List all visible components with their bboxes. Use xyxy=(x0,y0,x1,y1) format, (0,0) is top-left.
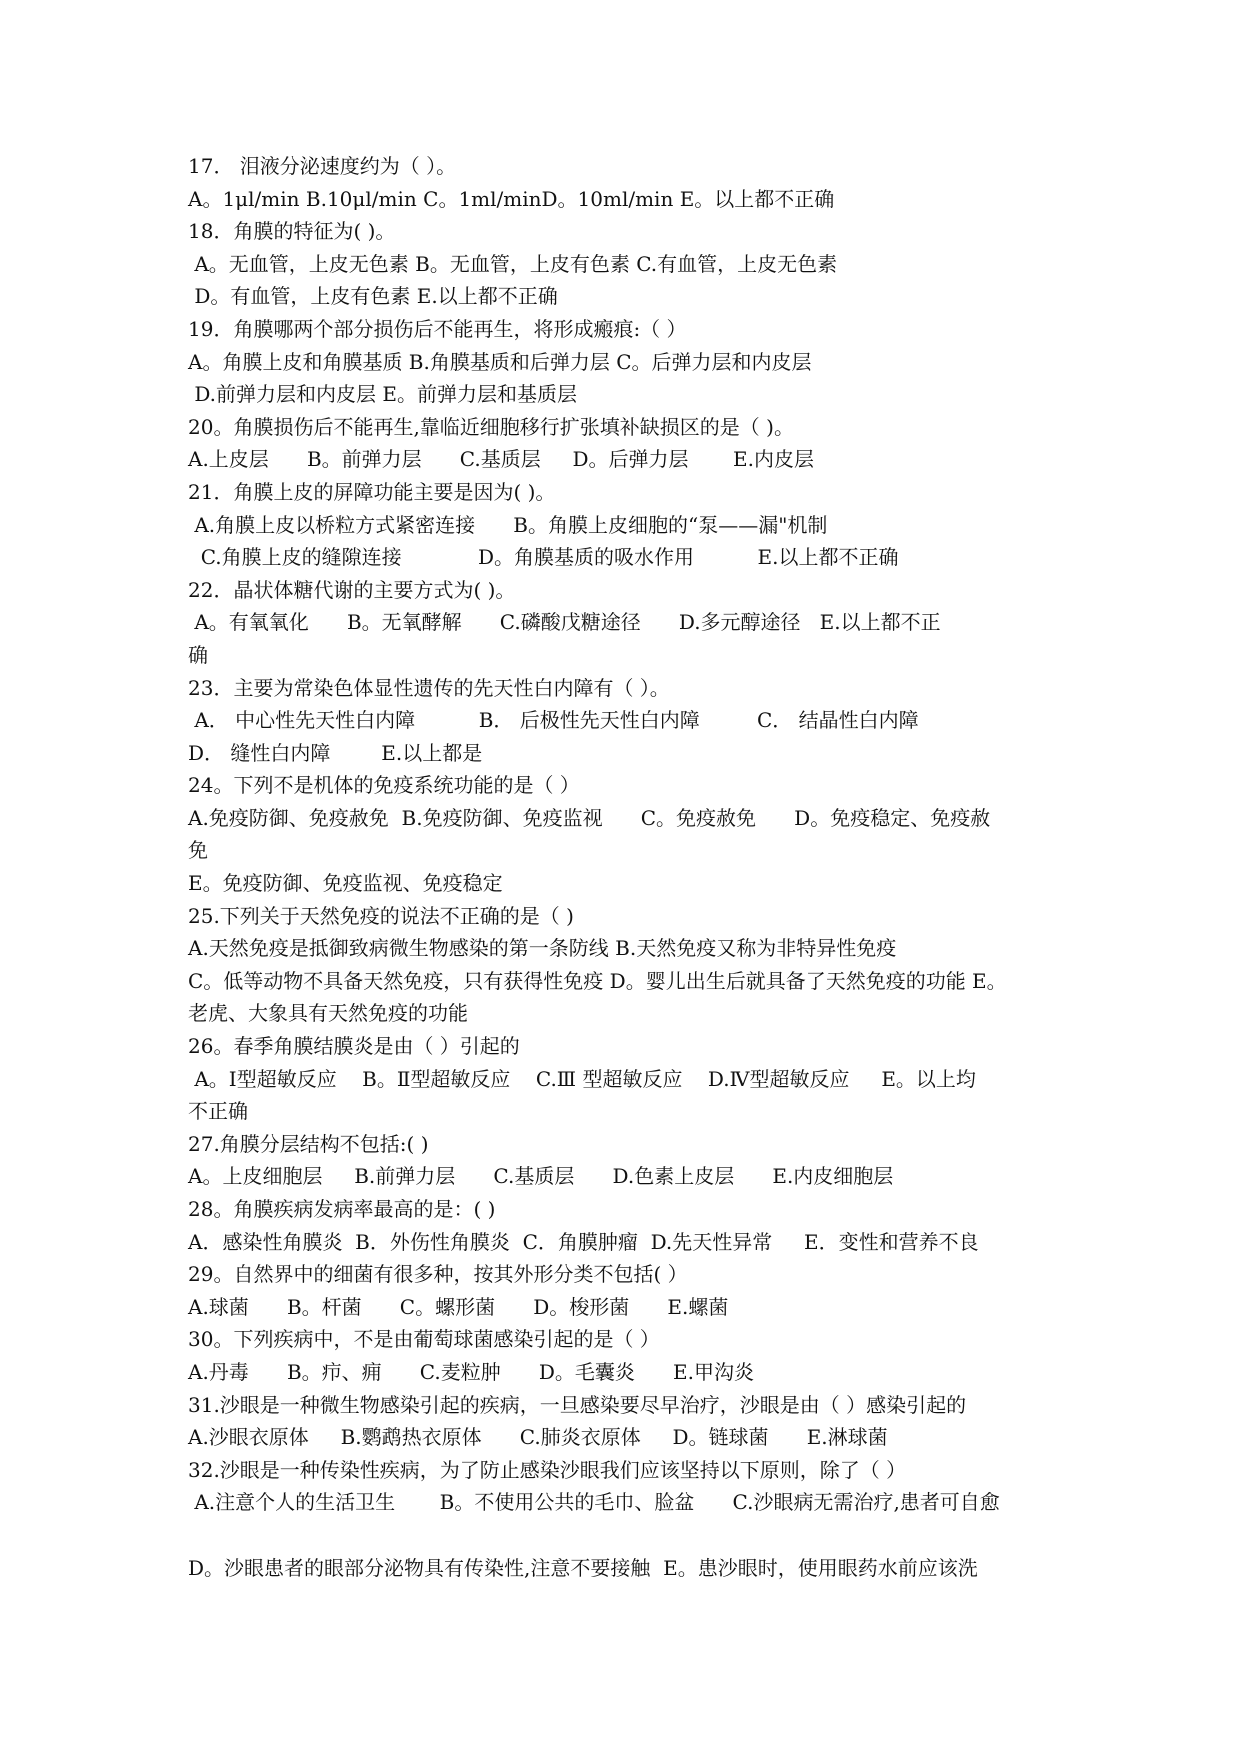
question-text-block xyxy=(188,150,1068,1584)
question-27: 27.角膜分层结构不包括:( ) xyxy=(188,1131,429,1156)
question-20: 20。角膜损伤后不能再生,靠临近细胞移行扩张填补缺损区的是（ )。 xyxy=(188,414,794,439)
question-18: 18．角膜的特征为( )。 xyxy=(188,219,396,244)
question-29-options: A.球菌 B。杆菌 C。螺形菌 D。梭形菌 E.螺菌 xyxy=(188,1294,729,1319)
question-25-options-3: 老虎、大象具有天然免疫的功能 xyxy=(188,1001,468,1026)
question-19: 19．角膜哪两个部分损伤后不能再生，将形成瘢痕:（ ） xyxy=(188,316,687,341)
question-26-options-2: 不正确 xyxy=(188,1099,248,1124)
question-23-options-1: A． 中心性先天性白内障 B． 后极性先天性白内障 C． 结晶性白内障 xyxy=(188,708,919,733)
question-25-options-2: C。低等动物不具备天然免疫，只有获得性免疫 D。婴儿出生后就具备了天然免疫的功能 E。 xyxy=(188,968,1007,993)
question-22-options-1: A。有氧氧化 B。无氧酵解 C.磷酸戊糖途径 D.多元醇途径 E.以上都不正 xyxy=(188,610,941,635)
question-31: 31.沙眼是一种微生物感染引起的疾病，一旦感染要尽早治疗，沙眼是由（ ）感染引起的 xyxy=(188,1392,967,1417)
question-26-options-1: A。Ⅰ型超敏反应 B。Ⅱ型超敏反应 C.Ⅲ 型超敏反应 D.Ⅳ型超敏反应 E。以上均 xyxy=(188,1066,976,1091)
question-32-options-2: D。沙眼患者的眼部分泌物具有传染性,注意不要接触 E。患沙眼时，使用眼药水前应该洗 xyxy=(188,1555,978,1580)
question-32-options-1: A.注意个人的生活卫生 B。不使用公共的毛巾、脸盆 C.沙眼病无需治疗,患者可自愈 xyxy=(188,1490,1000,1515)
question-25: 25.下列关于天然免疫的说法不正确的是（ ) xyxy=(188,903,574,928)
question-21-options-2: C.角膜上皮的缝隙连接 D。角膜基质的吸水作用 E.以上都不正确 xyxy=(188,545,899,570)
question-19-options-2: D.前弹力层和内皮层 E。前弹力层和基质层 xyxy=(188,382,577,407)
question-18-options-1: A。无血管，上皮无色素 B。无血管，上皮有色素 C.有血管，上皮无色素 xyxy=(188,251,838,276)
question-21: 21．角膜上皮的屏障功能主要是因为( )。 xyxy=(188,479,556,504)
question-17-options: A。1μl/min B.10μl/min C。1ml/minD。10ml/min E。以上都不正确 xyxy=(188,186,835,211)
question-24-options-1: A.免疫防御、免疫赦免 B.免疫防御、免疫监视 C。免疫赦免 D。免疫稳定、免疫赦 xyxy=(188,805,991,830)
question-21-options-1: A.角膜上皮以桥粒方式紧密连接 B。角膜上皮细胞的“泵——漏"机制 xyxy=(188,512,828,537)
question-22: 22．晶状体糖代谢的主要方式为( )。 xyxy=(188,577,516,602)
question-17: 17． 泪液分泌速度约为（ ）。 xyxy=(188,154,457,178)
question-28-options: A．感染性角膜炎 B．外伤性角膜炎 C．角膜肿瘤 D.先天性异常 E．变性和营养不良 xyxy=(188,1229,979,1254)
question-19-options-1: A。角膜上皮和角膜基质 B.角膜基质和后弹力层 C。后弹力层和内皮层 xyxy=(188,349,812,374)
question-26: 26。春季角膜结膜炎是由（ ）引起的 xyxy=(188,1034,520,1059)
question-18-options-2: D。有血管，上皮有色素 E.以上都不正确 xyxy=(188,284,558,309)
question-22-options-2: 确 xyxy=(188,642,208,667)
question-20-options: A.上皮层 B。前弹力层 C.基质层 D。后弹力层 E.内皮层 xyxy=(188,447,815,472)
question-25-options-1: A.天然免疫是抵御致病微生物感染的第一条防线 B.天然免疫又称为非特异性免疫 xyxy=(188,936,897,961)
question-24: 24。下列不是机体的免疫系统功能的是（ ） xyxy=(188,773,580,798)
question-24-options-2: 免 xyxy=(188,838,208,863)
question-29: 29。自然界中的细菌有很多种，按其外形分类不包括( ） xyxy=(188,1262,688,1287)
question-28: 28。角膜疾病发病率最高的是：( ) xyxy=(188,1197,496,1221)
question-23: 23．主要为常染色体显性遗传的先天性白内障有（ ）。 xyxy=(188,675,670,700)
question-30: 30。下列疾病中，不是由葡萄球菌感染引起的是（ ） xyxy=(188,1327,660,1352)
question-27-options: A。上皮细胞层 B.前弹力层 C.基质层 D.色素上皮层 E.内皮细胞层 xyxy=(188,1164,894,1189)
question-32: 32.沙眼是一种传染性疾病，为了防止感染沙眼我们应该坚持以下原则，除了（ ） xyxy=(188,1457,907,1482)
question-23-options-2: D． 缝性白内障 E.以上都是 xyxy=(188,740,483,765)
question-24-options-3: E。免疫防御、免疫监视、免疫稳定 xyxy=(188,871,503,896)
question-31-options: A.沙眼衣原体 B.鹦鹉热衣原体 C.肺炎衣原体 D。链球菌 E.淋球菌 xyxy=(188,1425,888,1450)
question-30-options: A.丹毒 B。疖、痈 C.麦粒肿 D。毛囊炎 E.甲沟炎 xyxy=(188,1359,755,1384)
